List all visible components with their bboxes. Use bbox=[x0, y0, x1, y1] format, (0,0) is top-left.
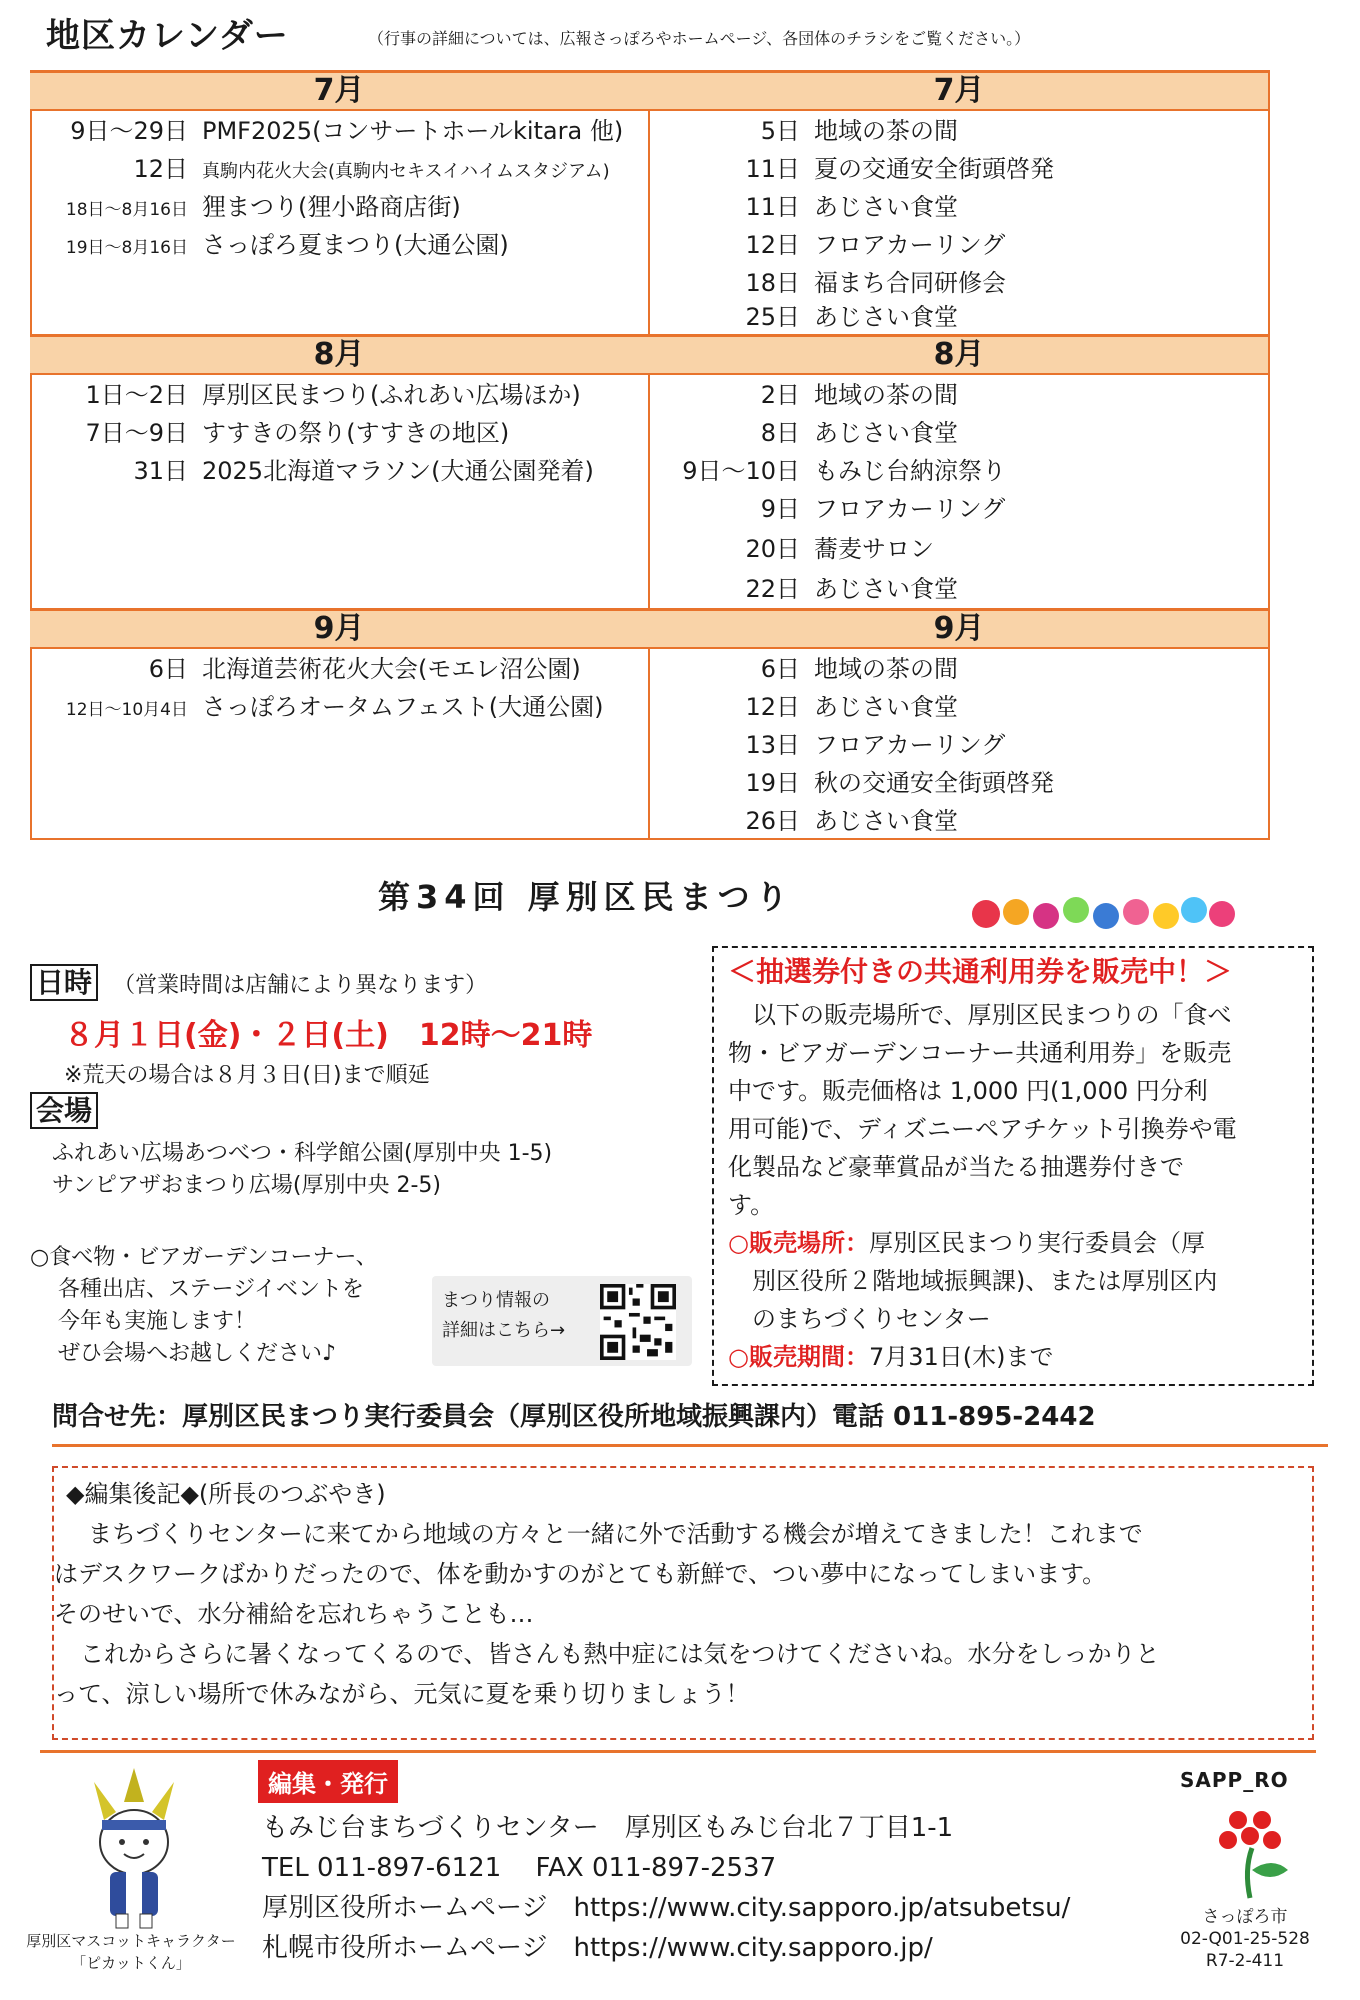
datetime-section bbox=[30, 966, 487, 1000]
info-line-4: ぜひ会場へお越しください♪ bbox=[58, 1341, 337, 1366]
list-item: 11日 あじさい食堂 bbox=[745, 193, 958, 221]
list-item: 26日 あじさい食堂 bbox=[745, 807, 958, 835]
publisher-info: もみじ台まちづくりセンター 厚別区もみじ台北７丁目1-1 TEL 011-897-6121 FAX 011-897-2537 厚別区役所ホームページ https://www.city.sapporo.jp/atsubetsu/ 札幌市役所ホームページ https://www.city.sapporo.jp/ bbox=[262, 1813, 1071, 1963]
month-label-right-september: 9月 bbox=[933, 611, 985, 646]
info-line-3: 今年も実施します！ bbox=[58, 1309, 257, 1334]
page-title: 地区カレンダー bbox=[46, 16, 289, 56]
festival-title: 第34回 厚別区民まつり bbox=[378, 878, 794, 916]
info-line-2: 各種出店、ステージイベントを bbox=[58, 1277, 365, 1302]
list-item: 9日 フロアカーリング bbox=[760, 495, 1006, 523]
list-item: 12日 フロアカーリング bbox=[745, 231, 1006, 259]
list-item: 13日 フロアカーリング bbox=[745, 731, 1006, 759]
publisher-badge: 編集・発行 bbox=[258, 1760, 398, 1803]
divider bbox=[52, 1444, 1328, 1447]
list-item: 19日～8月16日 さっぽろ夏まつり(大通公園) bbox=[65, 231, 509, 259]
sapporo-emblem-icon bbox=[1200, 1800, 1300, 1900]
qr-code-icon[interactable] bbox=[600, 1284, 676, 1360]
venue-label: 会場 bbox=[30, 1092, 98, 1129]
lottery-body: 以下の販売場所で、厚別区民まつりの「食べ 物・ビアガーデンコーナー共通利用券」を販売 中です。販売価格は 1,000 円(1,000 円分利 用可能)で、ディズニーペアチケット引換券や電 化製品など豪華賞品が当たる抽選券付きで す。 ○販売場所：厚別区民まつり実行委員会（厚 別区役所２階地域振興課)、または厚別区内 のまちづくりセンター ○販売期間：7月31日(木)まで bbox=[728, 1001, 1237, 1371]
calendar-bottom-rule bbox=[30, 838, 1270, 840]
sapporo-logo-text: SAPP_RO bbox=[1180, 1768, 1289, 1792]
month-label-left-september: 9月 bbox=[313, 611, 365, 646]
venue-section bbox=[30, 1094, 98, 1128]
datetime-label: 日時 bbox=[30, 964, 98, 1001]
list-item: 18日 福まち合同研修会 bbox=[745, 269, 1006, 297]
list-item: 31日 2025北海道マラソン(大通公園発着) bbox=[133, 457, 594, 485]
rain-note: ※荒天の場合は８月３日(日)まで順延 bbox=[64, 1063, 430, 1088]
info-line-1: ○食べ物・ビアガーデンコーナー、 bbox=[30, 1245, 378, 1270]
lottery-heading: ＜抽選券付きの共通利用券を販売中！＞ bbox=[728, 955, 1233, 988]
venue-2: サンピアザおまつり広場(厚別中央 2-5) bbox=[52, 1173, 441, 1198]
list-item: 6日 北海道芸術花火大会(モエレ沼公園) bbox=[148, 655, 581, 683]
list-item: 6日 地域の茶の間 bbox=[760, 655, 958, 683]
contact-line: 問合せ先：厚別区民まつり実行委員会（厚別区役所地域振興課内）電話 011-895-2442 bbox=[52, 1402, 1096, 1432]
month-label-right-august: 8月 bbox=[933, 337, 985, 372]
balloons-illustration bbox=[968, 890, 1238, 930]
list-item: 12日～10月4日 さっぽろオータムフェスト(大通公園) bbox=[65, 693, 604, 721]
qr-caption: まつり情報の 詳細はこちら→ bbox=[442, 1290, 566, 1341]
month-label-right-july: 7月 bbox=[933, 73, 985, 108]
mascot-illustration bbox=[64, 1762, 204, 1932]
list-item: 18日～8月16日 狸まつり(狸小路商店街) bbox=[65, 193, 461, 221]
mascot-caption: 厚別区マスコットキャラクター 「ピカットくん」 bbox=[26, 1932, 236, 1972]
page-subtitle: （行事の詳細については、広報さっぽろやホームページ、各団体のチラシをご覧ください。） bbox=[368, 29, 1031, 48]
list-item: 9日～29日 PMF2025(コンサートホールkitara 他) bbox=[70, 117, 624, 145]
list-item: 5日 地域の茶の間 bbox=[760, 117, 958, 145]
list-item: 7日～9日 すすきの祭り(すすきの地区) bbox=[85, 419, 510, 447]
month-label-left-august: 8月 bbox=[313, 337, 365, 372]
list-item: 12日 真駒内花火大会(真駒内セキスイハイムスタジアム) bbox=[133, 155, 610, 183]
list-item: 1日～2日 厚別区民まつり(ふれあい広場ほか) bbox=[85, 381, 581, 409]
list-item: 2日 地域の茶の間 bbox=[760, 381, 958, 409]
divider bbox=[40, 1750, 1316, 1753]
venue-1: ふれあい広場あつべつ・科学館公園(厚別中央 1-5) bbox=[52, 1141, 553, 1166]
calendar-divider bbox=[648, 70, 650, 840]
list-item: 22日 あじさい食堂 bbox=[745, 575, 958, 603]
list-item: 11日 夏の交通安全街頭啓発 bbox=[745, 155, 1054, 183]
datetime-note: （営業時間は店舗により異なります） bbox=[113, 973, 488, 998]
city-info: さっぽろ市 02-Q01-25-528 R7-2-411 bbox=[1180, 1907, 1310, 1971]
list-item: 19日 秋の交通安全街頭啓発 bbox=[745, 769, 1054, 797]
month-label-left-july: 7月 bbox=[313, 73, 365, 108]
list-item: 25日 あじさい食堂 bbox=[745, 303, 958, 331]
list-item: 8日 あじさい食堂 bbox=[760, 419, 958, 447]
list-item: 9日～10日 もみじ台納涼祭り bbox=[682, 457, 1006, 485]
editor-note: ◆編集後記◆(所長のつぶやき) まちづくりセンターに来てから地域の方々と一緒に外で活動する機会が増えてきました！これまで はデスクワークばかりだったので、体を動かすのがとても新鮮で、つい夢中になってしまいます。 そのせいで、水分補給を忘れちゃうことも… これからさらに暑くなってくるので、皆さんも熱中症には気をつけてくださいね。水分をしっかりと って、涼しい場所で休みながら、元気に夏を乗り切りましょう！ bbox=[54, 1480, 1160, 1708]
list-item: 20日 蕎麦サロン bbox=[745, 535, 934, 563]
list-item: 12日 あじさい食堂 bbox=[745, 693, 958, 721]
festival-date: ８月１日(金)・２日(土) 12時～21時 bbox=[64, 1018, 593, 1053]
